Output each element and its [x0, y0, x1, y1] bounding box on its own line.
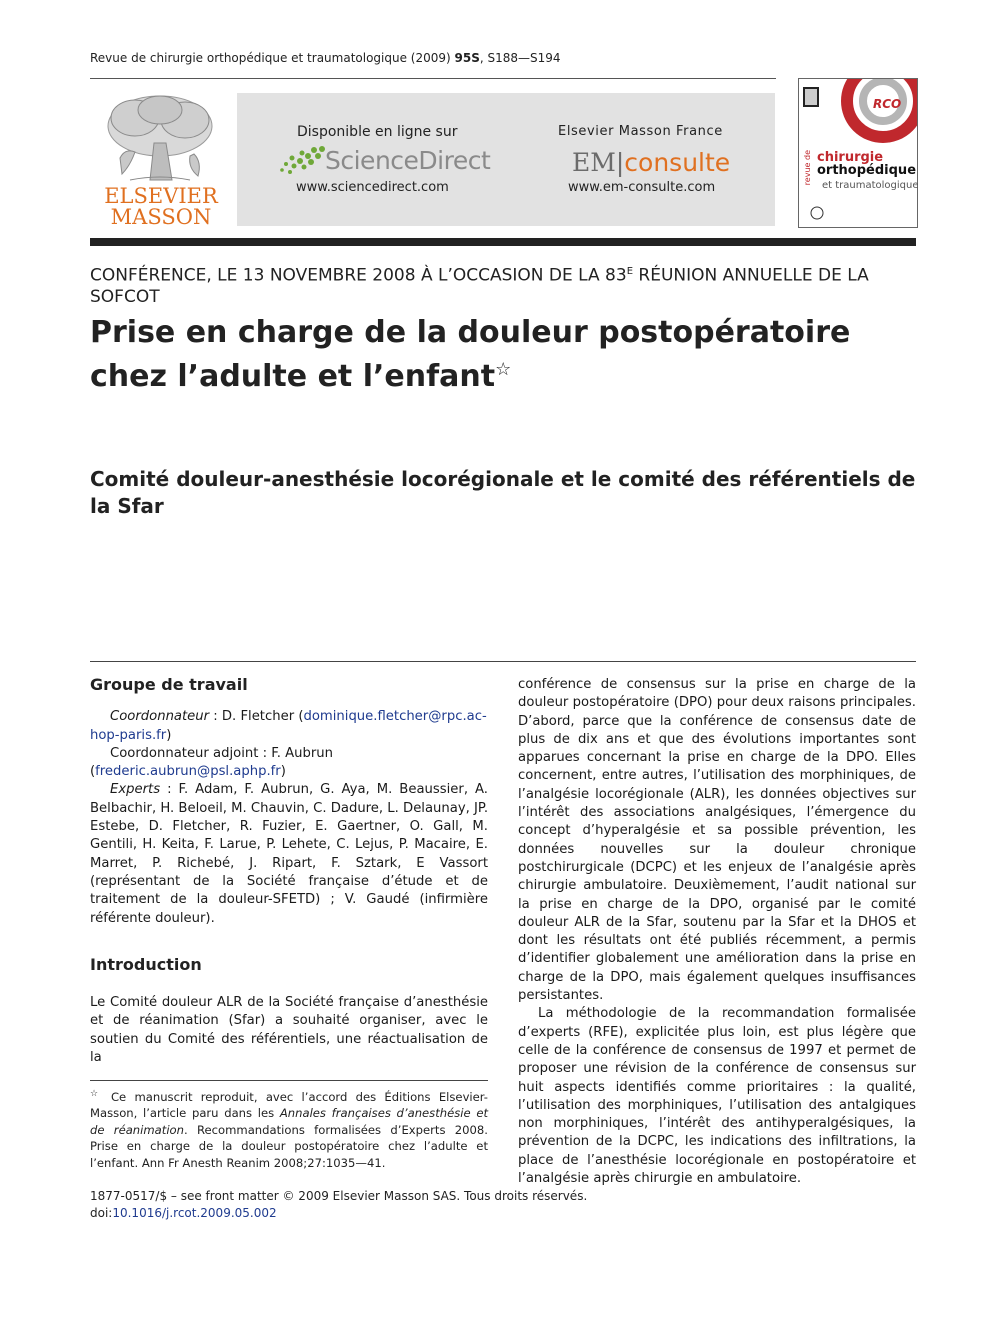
- header-divider: [90, 78, 776, 79]
- em-publisher-name: Elsevier Masson France: [558, 124, 723, 139]
- right-column: [518, 676, 916, 1188]
- footnote-divider: [90, 1080, 488, 1081]
- journal-name: Revue de chirurgie orthopédique et traumatologique (2009): [90, 51, 451, 65]
- coordinator-close: ): [166, 727, 172, 743]
- article-authors: Comité douleur-anesthésie locorégionale et le comité des référentiels de la Sfar: [90, 467, 916, 518]
- experts-paragraph: [90, 781, 488, 927]
- sd-available-text: Disponible en ligne sur: [297, 124, 458, 140]
- header-thick-rule: [90, 238, 916, 246]
- coordinator-adjoint-paragraph: [90, 745, 488, 782]
- footnote-text-a: Ce manuscrit reproduit, avec l’accord des Éditions Elsevier-Masson, l’article paru dans les: [90, 1089, 488, 1121]
- cover-title-orthopedique: orthopédique: [817, 163, 917, 178]
- conference-heading-sup: E: [626, 266, 634, 277]
- heading-introduction: Introduction: [90, 954, 202, 974]
- em-brand-consulte: consulte: [624, 148, 731, 177]
- conference-heading-part2: RÉUNION ANNUELLE DE LA SOFCOT: [90, 265, 869, 307]
- footnote-text-b: . Recommandations formalisées d’Experts 2008. Prise en charge de la douleur postopératoire chez l’adulte et l’enfant. Ann Fr Anesth Reanim 2008;27:1035—41.: [90, 1122, 488, 1170]
- cover-badge: RCO: [873, 97, 902, 111]
- doi-link[interactable]: 10.1016/j.rcot.2009.05.002: [112, 1206, 277, 1220]
- sciencedirect-url[interactable]: www.sciencedirect.com: [296, 180, 449, 195]
- cover-side-text: revue de: [803, 150, 812, 186]
- em-consulte-brand: EM|consulte: [572, 148, 731, 177]
- coordinator-paragraph: [90, 708, 488, 745]
- elsevier-masson-wordmark: [96, 186, 226, 228]
- em-consulte-url[interactable]: www.em-consulte.com: [568, 180, 716, 195]
- article-title-text: Prise en charge de la douleur postopératoire chez l’adulte et l’enfant: [90, 315, 851, 394]
- experts-label: Experts: [110, 782, 161, 798]
- journal-citation: Revue de chirurgie orthopédique et traumatologique (2009) 95S, S188—S194: [90, 51, 561, 65]
- journal-pages: S188—S194: [487, 51, 561, 65]
- elsevier-word: ELSEVIER: [104, 184, 218, 208]
- cover-title-chirurgie: chirurgie: [817, 150, 884, 165]
- right-paragraph-2: La méthodologie de la recommandation formalisée d’experts (RFE), explicitée plus loin, est plus légère que celle de la conférence de consensus de 1997 et permet de proposer une révision de la conférence de consensus sur huit aspects identifiés comme prioritaires : la qualité, l’utilisation des morphiniques, l’utilisation des antalgiques non morphiniques, l’intérêt des antihyperalgésiques, la prévention de la DCPC, les indications des infiltrations, la place de l’anesthésie locorégionale en postopératoire et l’analgésie après chirurgie en ambulatoire.: [518, 1006, 916, 1187]
- left-column: [90, 676, 488, 1067]
- cover-title-traumatologique: et traumatologique: [822, 180, 919, 191]
- conference-heading: [90, 261, 916, 308]
- experts-text: : F. Adam, F. Aubrun, G. Aya, M. Beaussier, A. Belbachir, H. Beloeil, M. Chauvin, C. Dadure, L. Delaunay, JP. Estebe, D. Fletcher, R. Fuzier, E. Gaertner, O. Gall, M. Gentili, H. Keita, F. Larue, P. Lehete, C. Lejus, P. Macaire, E. Marret, P. Richebé, J. Ripart, F. Sztark, E Vassort (représentant de la Société française d’étude et de traitement de la douleur-SFETD) ; V. Gaudé (infirmière référente douleur).: [90, 782, 489, 926]
- sciencedirect-leaf-icon: [278, 144, 326, 178]
- doi-line: [90, 1205, 587, 1222]
- coordinator-adjoint-text: Coordonnateur adjoint : F. Aubrun (: [90, 745, 333, 780]
- article-title: [90, 314, 916, 395]
- sciencedirect-brand: ScienceDirect: [325, 146, 491, 175]
- coordinator-adjoint-email-link[interactable]: frederic.aubrun@psl.aphp.fr: [95, 764, 281, 780]
- conference-heading-part1: CONFÉRENCE, LE 13 NOVEMBRE 2008 À L’OCCASION DE LA 83: [90, 265, 627, 286]
- doi-label: doi:: [90, 1206, 113, 1220]
- coordinator-label: Coordonnateur: [110, 709, 210, 725]
- coordinator-email-link[interactable]: dominique.fletcher@rpc.ac-hop-paris.fr: [90, 709, 487, 743]
- intro-paragraph: Le Comité douleur ALR de la Société française d’anesthésie et de réanimation (Sfar) a souhaité organiser, avec le soutien du Comité des référentiels, une réactualisation de la: [90, 995, 488, 1066]
- right-paragraph-1: conférence de consensus sur la prise en charge de la douleur postopératoire (DPO) pour deux raisons principales. D’abord, parce que la conférence de consensus date de plus de dix ans et que des évolutions importantes sont apparues concernant la prise en charge de la DPO. Elles concernent, entre autres, l’utilisation des morphiniques, de l’analgésie locorégionale (ALR), les données objectives sur l’intérêt des associations analgésiques, l’émergence du concept d’hyperalgésie et sa possible prévention, les données nouvelles sur la douleur chronique postchirurgicale (DCPC) et les enjeux de l’analgésie après chirurgie ambulatoire. Deuxièmement, l’audit national sur la prise en charge de la DPO, organisé par le comité douleur ALR de la Sfar, soutenu par la Sfar et la DHOS et dont les résultats ont été publiés récemment, a permis d’identifier globalement une amélioration dans la prise en charge de la DPO, mais également quelques insuffisances persistantes.: [518, 677, 916, 1004]
- title-footnote-star-icon[interactable]: ☆: [495, 359, 512, 380]
- front-matter-info: [90, 1188, 587, 1222]
- journal-volume: 95S: [454, 51, 480, 65]
- coordinator-adjoint-close: ): [280, 764, 286, 780]
- issn-line: 1877-0517/$ – see front matter © 2009 Elsevier Masson SAS. Tous droits réservés.: [90, 1189, 588, 1203]
- footnote-journal: Annales françaises d’anesthésie et de réanimation: [90, 1106, 489, 1137]
- em-brand-em: EM: [572, 148, 616, 177]
- footnote: [90, 1086, 488, 1171]
- coordinator-text: : D. Fletcher (: [209, 709, 304, 725]
- section-divider: [90, 661, 916, 662]
- footnote-star-icon: ☆: [90, 1089, 103, 1099]
- heading-groupe-de-travail: Groupe de travail: [90, 675, 248, 694]
- masson-word: MASSON: [110, 205, 212, 229]
